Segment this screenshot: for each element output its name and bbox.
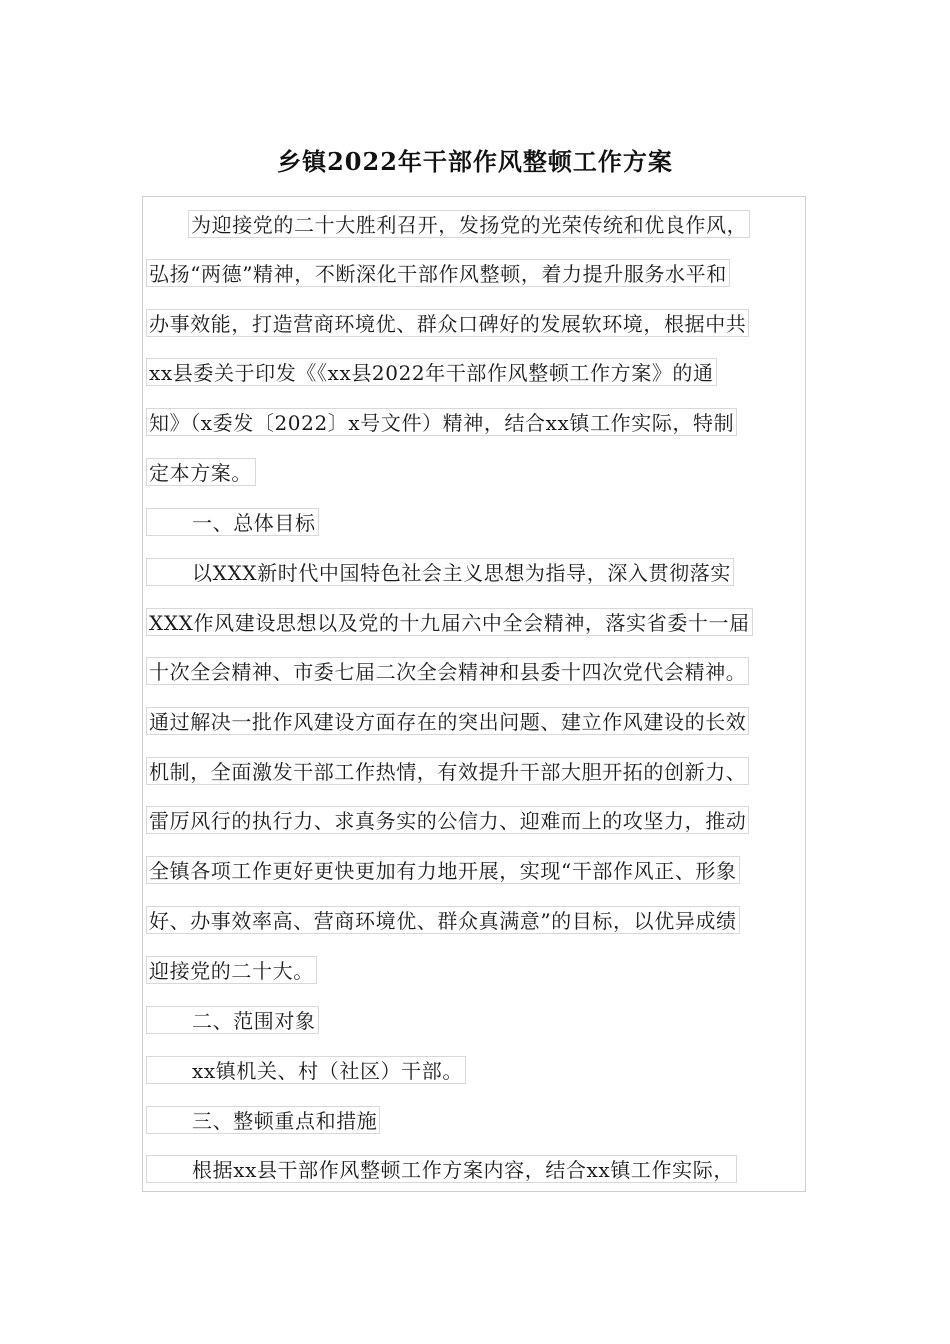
paragraph-line: 以XXX新时代中国特色社会主义思想为指导，深入贯彻落实: [146, 558, 734, 586]
section-heading: 三、整顿重点和措施: [146, 1106, 380, 1134]
paragraph-line: 全镇各项工作更好更快更加有力地开展，实现“干部作风正、形象: [146, 856, 740, 884]
paragraph-line: 雷厉风行的执行力、求真务实的公信力、迎难而上的攻坚力，推动: [146, 806, 749, 834]
paragraph-line: 为迎接党的二十大胜利召开，发扬党的光荣传统和优良作风，: [188, 210, 750, 238]
paragraph-line: 好、办事效率高、营商环境优、群众真满意”的目标，以优异成绩: [146, 906, 740, 934]
paragraph-line: 机制，全面激发干部工作热情，有效提升干部大胆开拓的创新力、: [146, 757, 749, 785]
document-body-frame: [142, 196, 806, 1192]
paragraph-line: 定本方案。: [146, 458, 256, 486]
paragraph-line: XXX作风建设思想以及党的十九届六中全会精神，落实省委十一届: [146, 608, 753, 636]
paragraph-line: 办事效能，打造营商环境优、群众口碑好的发展软环境，根据中共: [146, 309, 749, 337]
paragraph-line: 根据xx县干部作风整顿工作方案内容，结合xx镇工作实际，: [146, 1155, 737, 1183]
paragraph-line: 弘扬“两德”精神，不断深化干部作风整顿，着力提升服务水平和: [146, 259, 730, 287]
paragraph-line: xx镇机关、村（社区）干部。: [146, 1056, 466, 1084]
document-title: 乡镇2022年干部作风整顿工作方案: [277, 147, 673, 176]
paragraph-line: 通过解决一批作风建设方面存在的突出问题、建立作风建设的长效: [146, 707, 749, 735]
section-heading: 二、范围对象: [146, 1006, 319, 1034]
section-heading: 一、总体目标: [146, 508, 319, 536]
paragraph-line: 迎接党的二十大。: [146, 956, 317, 984]
paragraph-line: 十次全会精神、市委七届二次全会精神和县委十四次党代会精神。: [146, 657, 749, 685]
paragraph-line: xx县委关于印发《《xx县2022年干部作风整顿工作方案》的通: [146, 358, 717, 386]
paragraph-line: 知》（x委发〔2022〕x号文件）精神，结合xx镇工作实际，特制: [146, 408, 737, 436]
